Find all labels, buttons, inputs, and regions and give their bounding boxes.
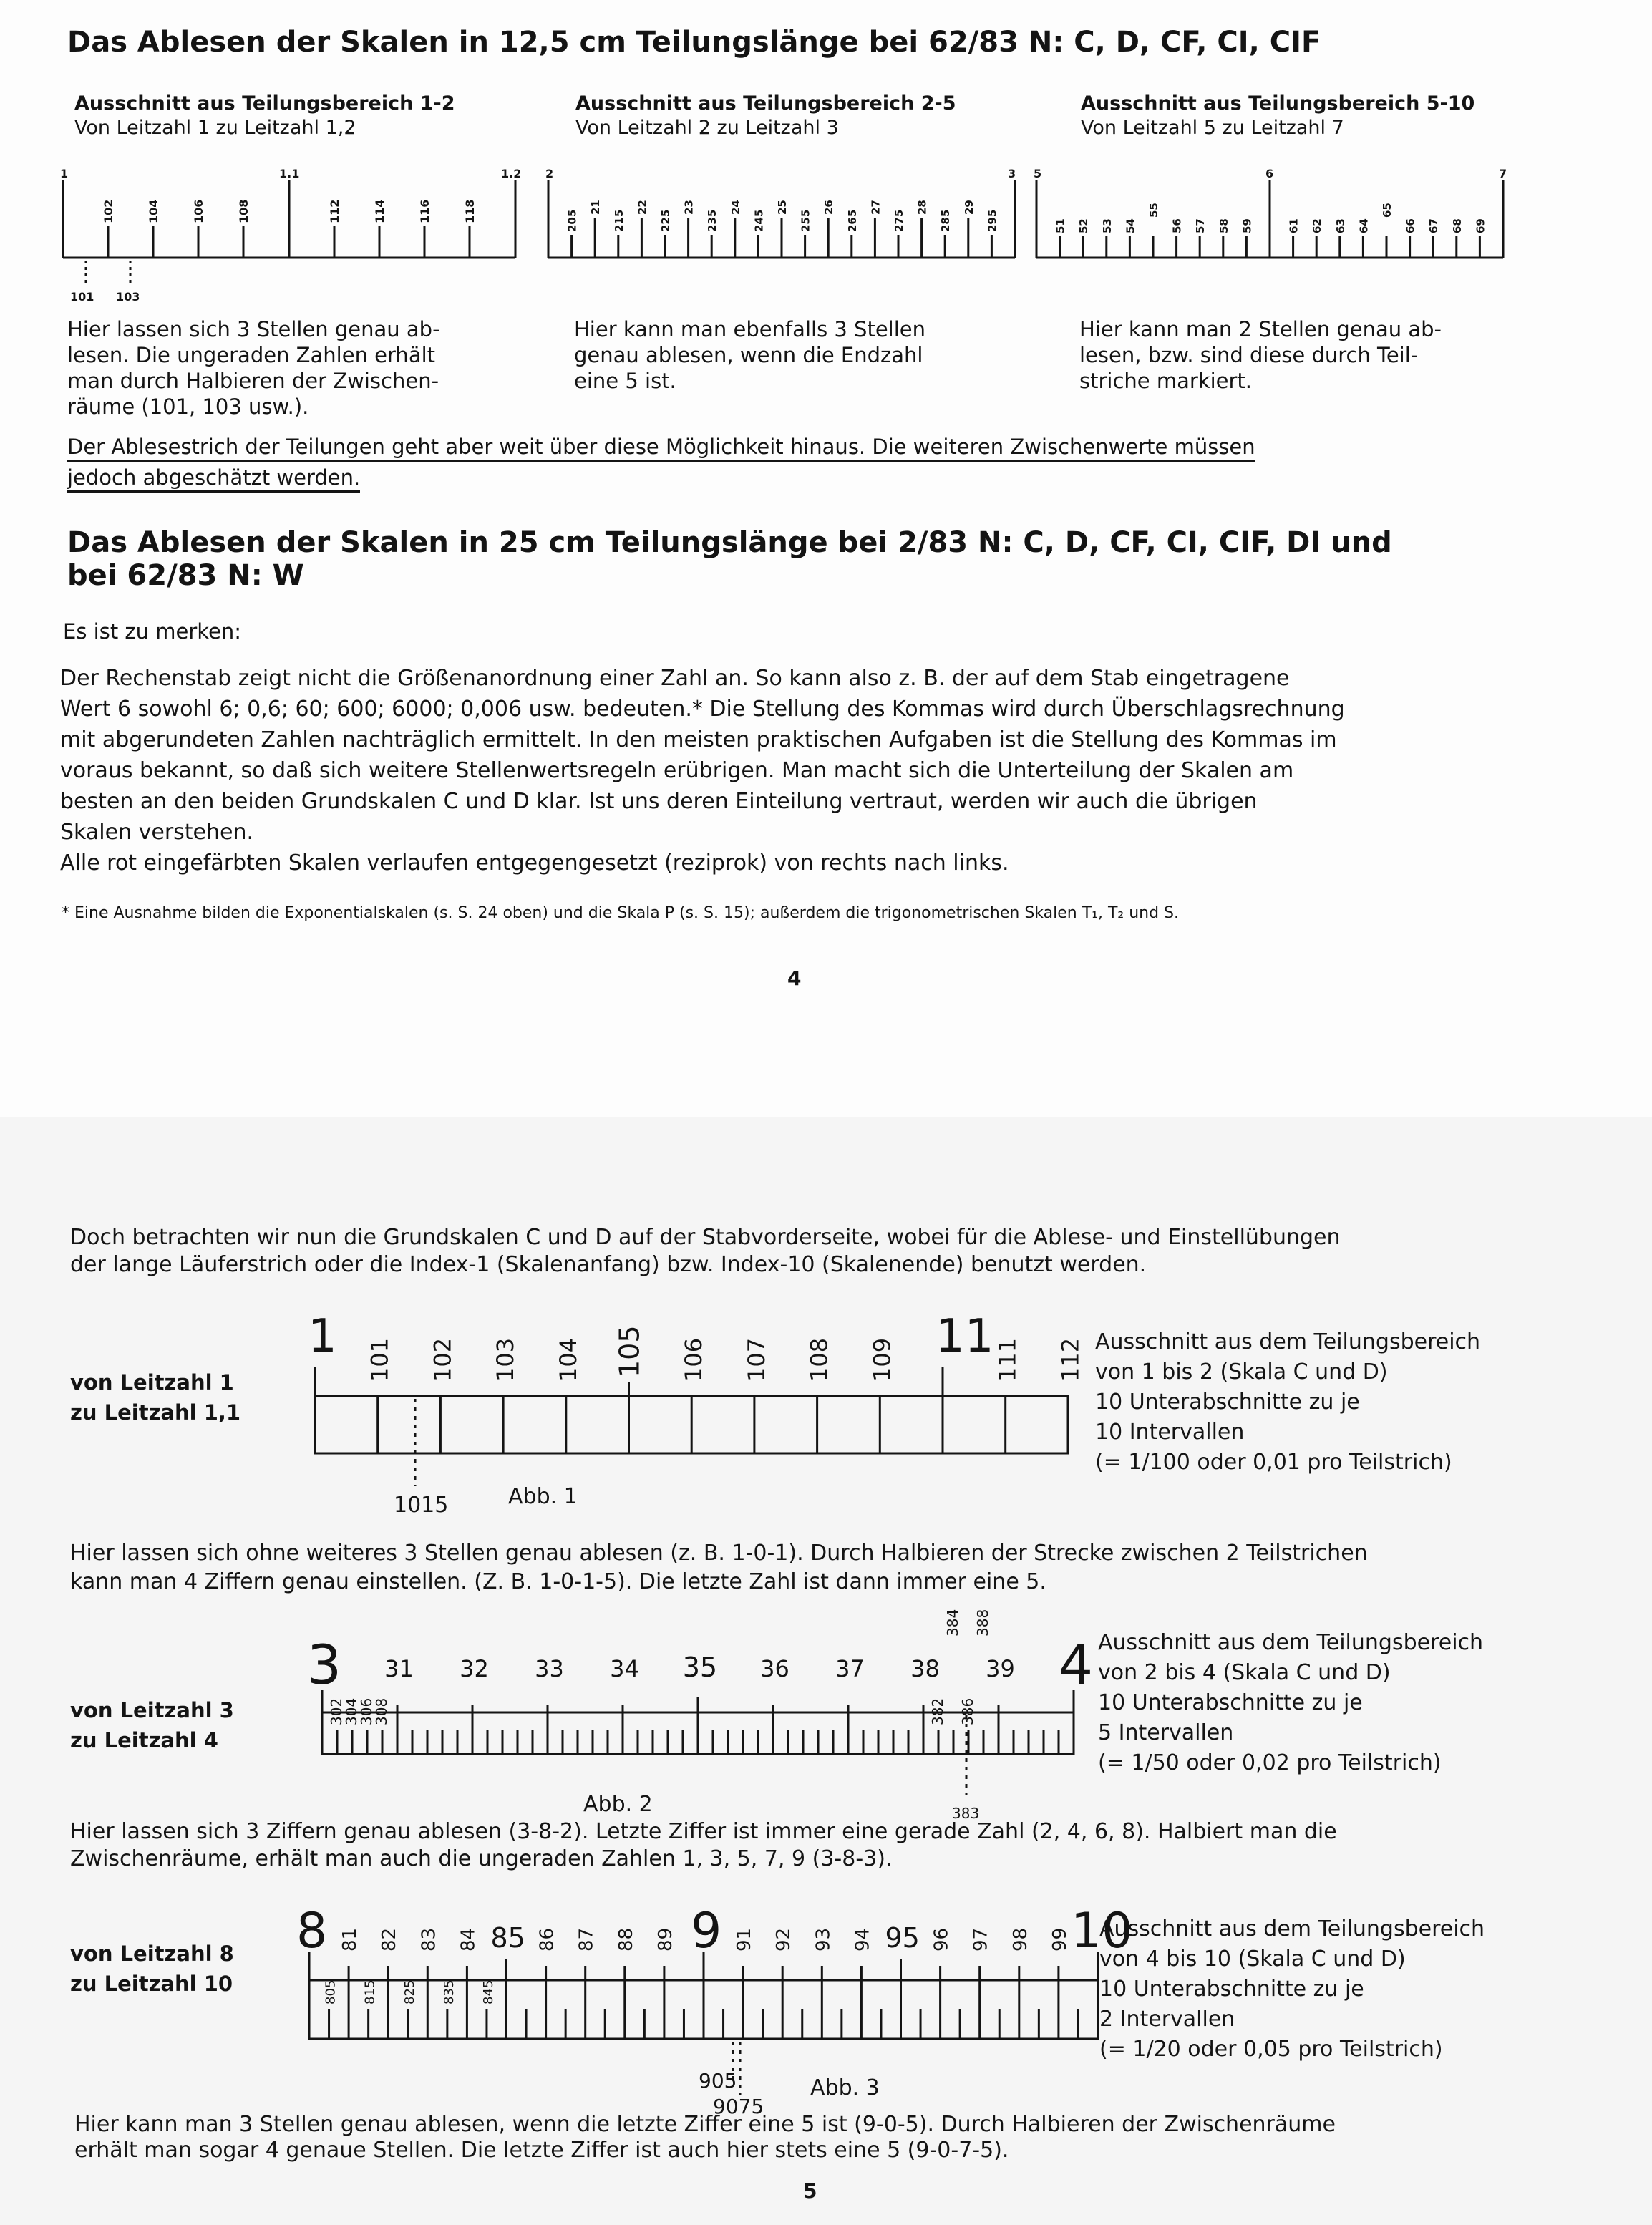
- page-title: Das Ablesen der Skalen in 12,5 cm Teilungslänge bei 62/83 N: C, D, CF, CI, CIF: [67, 26, 1321, 59]
- paragraph-line: Wert 6 sowohl 6; 0,6; 60; 600; 6000; 0,006 usw. bedeuten.* Die Stellung des Kommas wird durch Überschlagsrechnung: [60, 697, 1345, 722]
- description-line: 10 Unterabschnitte zu je: [1099, 1977, 1364, 2002]
- description-line: 10 Intervallen: [1095, 1420, 1245, 1445]
- tick-label: 825: [402, 1979, 417, 2005]
- note-line: Hier kann man ebenfalls 3 Stellen: [574, 317, 926, 341]
- column-subheading: Von Leitzahl 1 zu Leitzahl 1,2: [74, 117, 356, 139]
- tick-label: 308: [373, 1697, 390, 1725]
- tick-label: 67: [1427, 218, 1441, 233]
- note-line: Hier kann man 2 Stellen genau ab-: [1079, 317, 1442, 341]
- column-subheading: Von Leitzahl 2 zu Leitzahl 3: [575, 117, 839, 139]
- minor-label: 112: [328, 199, 341, 223]
- tick-label: 61: [1287, 218, 1301, 233]
- tick-label: 105: [613, 1325, 646, 1377]
- tick-label: 3: [306, 1633, 342, 1697]
- tick-label: 245: [752, 209, 766, 232]
- tick-label: 89: [654, 1927, 676, 1952]
- tick-label: 59: [1240, 218, 1254, 233]
- below-label: 103: [116, 290, 140, 304]
- note-line: striche markiert.: [1079, 369, 1252, 393]
- note-line: lesen. Die ungeraden Zahlen erhält: [67, 343, 436, 367]
- tick-label: 21: [589, 200, 603, 215]
- tick-label: 56: [1170, 218, 1184, 233]
- tick-label: 106: [680, 1337, 708, 1382]
- tick-label: 68: [1450, 218, 1464, 233]
- paragraph-line: besten an den beiden Grundskalen C und D klar. Ist uns deren Einteilung vertraut, werden wir auch die übrigen: [60, 789, 1258, 814]
- description-line: von 1 bis 2 (Skala C und D): [1095, 1359, 1388, 1385]
- tick-label: 93: [812, 1927, 835, 1952]
- paragraph-line: Skalen verstehen.: [60, 820, 254, 845]
- tick-label: 95: [885, 1922, 920, 1954]
- tick-label: 805: [323, 1979, 339, 2005]
- tick-label: 54: [1124, 218, 1137, 233]
- description-line: Ausschnitt aus dem Teilungsbereich: [1095, 1329, 1481, 1354]
- figure-2-label: [70, 1695, 234, 1755]
- tick-label: 35: [682, 1652, 718, 1683]
- tick-label: 295: [986, 209, 999, 232]
- scale-5-7-figure: [1031, 165, 1517, 265]
- note-line: räume (101, 103 usw.).: [67, 394, 309, 419]
- description-line: von 4 bis 10 (Skala C und D): [1099, 1947, 1406, 1972]
- figure-2-description: [1098, 1628, 1642, 1778]
- tick-label: 255: [799, 209, 812, 232]
- note-line: lesen, bzw. sind diese durch Teil-: [1079, 343, 1419, 367]
- page-number: 4: [787, 966, 802, 990]
- scale-1-2-figure: [57, 165, 530, 308]
- body-paragraph: [60, 663, 1599, 878]
- figure-3-scale: [296, 1880, 1133, 2123]
- tick-label: 845: [480, 1979, 496, 2005]
- description-line: Ausschnitt aus dem Teilungsbereich: [1098, 1630, 1484, 1655]
- figure-1-description: [1095, 1327, 1639, 1478]
- minor-label: 114: [373, 199, 387, 223]
- tick-label: 62: [1311, 218, 1324, 233]
- tick-label: 306: [358, 1697, 375, 1725]
- tick-label: 215: [612, 209, 626, 232]
- tick-label: 24: [729, 200, 742, 215]
- major-label: 1.1: [279, 167, 300, 180]
- text-line: kann man 4 Ziffern genau einstellen. (Z. B. 1-0-1-5). Die letzte Zahl ist dann immer eine 5.: [70, 1569, 1046, 1594]
- scale-2-3-figure: [543, 165, 1029, 265]
- tick-label: 92: [773, 1927, 795, 1952]
- tick-label: 69: [1474, 218, 1487, 233]
- tick-label: 109: [868, 1337, 896, 1382]
- tick-label: 205: [565, 209, 579, 232]
- tick-label: 25: [776, 200, 789, 215]
- tick-label: 88: [615, 1927, 637, 1952]
- tick-label: 58: [1217, 218, 1230, 233]
- major-label: 6: [1265, 167, 1274, 180]
- column-3-note: [1079, 316, 1595, 394]
- tick-label: 94: [852, 1927, 874, 1952]
- tick-label: 83: [418, 1927, 440, 1952]
- tick-label: 39: [986, 1655, 1015, 1682]
- section-title: [67, 525, 1392, 593]
- tick-label: 81: [339, 1927, 361, 1952]
- tick-label: 9: [691, 1903, 722, 1959]
- column-3: [1081, 92, 1582, 140]
- footnote: * Eine Ausnahme bilden die Exponentialskalen (s. S. 24 oben) und die Skala P (s. S. 15); außerdem die trigonometrischen Skalen T₁, T₂ und S.: [62, 904, 1180, 922]
- description-line: (= 1/50 oder 0,02 pro Teilstrich): [1098, 1750, 1442, 1775]
- column-heading: Ausschnitt aus Teilungsbereich 5-10: [1081, 92, 1475, 115]
- intro-line: der lange Läuferstrich oder die Index-1 (Skalenanfang) bzw. Index-10 (Skalenende) benutzt werden.: [70, 1252, 1147, 1277]
- text-line: Hier kann man 3 Stellen genau ablesen, wenn die letzte Ziffer eine 5 ist (9-0-5). Durch Halbieren der Zwischenräume: [74, 2112, 1336, 2137]
- label-line: von Leitzahl 8: [70, 1942, 234, 1966]
- paragraph-line: voraus bekannt, so daß sich weitere Stellenwertsregeln erübrigen. Man macht sich die Unterteilung der Skalen am: [60, 758, 1294, 783]
- tick-label: 265: [845, 209, 859, 232]
- tick-label: 382: [929, 1697, 946, 1725]
- summary-line: jedoch abgeschätzt werden.: [67, 465, 360, 493]
- intro-line: Doch betrachten wir nun die Grundskalen C und D auf der Stabvorderseite, wobei für die Ablese- und Einstellübungen: [70, 1225, 1341, 1250]
- tick-label: 386: [959, 1697, 976, 1725]
- tick-label: 96: [931, 1927, 953, 1952]
- tick-label: 26: [822, 200, 836, 215]
- major-label: 2: [545, 167, 554, 180]
- tick-label: 1: [308, 1310, 337, 1363]
- reading-label: 383: [952, 1805, 980, 1822]
- figure-3-description: [1099, 1914, 1643, 2065]
- tick-label: 275: [893, 209, 905, 232]
- minor-label: 116: [418, 199, 432, 223]
- paragraph-line: Der Rechenstab zeigt nicht die Größenanordnung einer Zahl an. So kann also z. B. der auf dem Stab eingetragene: [60, 666, 1290, 691]
- text-line: Hier lassen sich ohne weiteres 3 Stellen genau ablesen (z. B. 1-0-1). Durch Halbieren der Strecke zwischen 2 Teilstrichen: [70, 1541, 1368, 1566]
- major-label: 1: [60, 167, 69, 180]
- figure-1-scale: [301, 1303, 1095, 1518]
- tick-label: 64: [1357, 218, 1371, 233]
- tick-label: 82: [379, 1927, 401, 1952]
- minor-label: 106: [192, 199, 205, 223]
- description-line: von 2 bis 4 (Skala C und D): [1098, 1660, 1391, 1685]
- text-line: Hier lassen sich 3 Ziffern genau ablesen (3-8-2). Letzte Ziffer ist immer eine gerade Zahl (2, 4, 6, 8). Halbiert man die: [70, 1819, 1337, 1844]
- tick-label: 111: [993, 1337, 1021, 1382]
- tick-label: 103: [492, 1337, 520, 1382]
- tick-label: 285: [939, 209, 953, 232]
- tick-label: 8: [296, 1903, 328, 1959]
- figure-2-scale: [301, 1596, 1095, 1826]
- note-line: eine 5 ist.: [574, 369, 676, 393]
- description-line: 2 Intervallen: [1099, 2007, 1235, 2032]
- description-line: (= 1/100 oder 0,01 pro Teilstrich): [1095, 1450, 1452, 1475]
- tick-label: 22: [636, 200, 649, 215]
- label-line: zu Leitzahl 4: [70, 1728, 218, 1753]
- reading-label-2: 9075: [713, 2095, 764, 2118]
- description-line: 5 Intervallen: [1098, 1720, 1234, 1745]
- tick-label: 108: [805, 1337, 833, 1382]
- tick-label: 29: [962, 200, 976, 215]
- figure-caption: Abb. 3: [810, 2075, 880, 2100]
- tick-label: 10: [1071, 1903, 1133, 1959]
- tick-label: 65: [1381, 203, 1394, 218]
- section-title-line: Das Ablesen der Skalen in 25 cm Teilungslänge bei 2/83 N: C, D, CF, CI, CIF, DI und: [67, 526, 1392, 559]
- merken-label: Es ist zu merken:: [63, 619, 241, 644]
- tick-label: 34: [610, 1655, 639, 1682]
- tick-label: 32: [460, 1655, 489, 1682]
- figure-1-text: [70, 1539, 1631, 1596]
- major-label: 3: [1008, 167, 1016, 180]
- tick-label: 104: [554, 1337, 582, 1382]
- tick-label: 302: [328, 1697, 345, 1725]
- tick-label: 27: [869, 200, 883, 215]
- minor-label: 108: [237, 199, 251, 223]
- text-line: erhält man sogar 4 genaue Stellen. Die letzte Ziffer ist auch hier stets eine 5 (9-0-7-5).: [74, 2138, 1009, 2163]
- tick-label: 101: [366, 1337, 394, 1382]
- figure-caption: Abb. 1: [508, 1484, 578, 1509]
- tick-label: 304: [343, 1697, 360, 1725]
- tick-label: 4: [1058, 1633, 1094, 1697]
- note-line: Hier lassen sich 3 Stellen genau ab-: [67, 317, 440, 341]
- tick-label: 37: [835, 1655, 865, 1682]
- note-line: genau ablesen, wenn die Endzahl: [574, 343, 923, 367]
- tick-label: 99: [1049, 1927, 1071, 1952]
- description-line: Ausschnitt aus dem Teilungsbereich: [1099, 1916, 1485, 1942]
- page-5: [0, 1117, 1652, 2225]
- tick-label: 91: [734, 1927, 756, 1952]
- description-line: (= 1/20 oder 0,05 pro Teilstrich): [1099, 2037, 1443, 2062]
- section-title-line: bei 62/83 N: W: [67, 559, 304, 592]
- figure-1-label: [70, 1367, 240, 1427]
- tick-label: 388: [974, 1609, 991, 1637]
- column-heading: Ausschnitt aus Teilungsbereich 1-2: [74, 92, 455, 115]
- figure-3-text: [74, 2112, 1635, 2163]
- tick-label: 85: [490, 1922, 525, 1954]
- description-line: 10 Unterabschnitte zu je: [1098, 1690, 1363, 1715]
- intro: [70, 1224, 1609, 1279]
- reading-label: 1015: [394, 1493, 449, 1518]
- major-label: 5: [1034, 167, 1042, 180]
- minor-label: 118: [463, 199, 477, 223]
- figure-3-label: [70, 1939, 234, 1999]
- column-heading: Ausschnitt aus Teilungsbereich 2-5: [575, 92, 956, 115]
- tick-label: 63: [1333, 218, 1347, 233]
- label-line: zu Leitzahl 10: [70, 1972, 233, 1996]
- column-2: [575, 92, 1048, 140]
- tick-label: 33: [535, 1655, 564, 1682]
- tick-label: 107: [742, 1337, 770, 1382]
- tick-label: 84: [457, 1927, 480, 1952]
- description-line: 10 Unterabschnitte zu je: [1095, 1390, 1360, 1415]
- text-line: Zwischenräume, erhält man auch die ungeraden Zahlen 1, 3, 5, 7, 9 (3-8-3).: [70, 1846, 893, 1871]
- tick-label: 36: [760, 1655, 789, 1682]
- summary: [67, 434, 1513, 493]
- tick-label: 11: [936, 1310, 994, 1363]
- label-line: zu Leitzahl 1,1: [70, 1400, 241, 1425]
- tick-label: 112: [1056, 1337, 1084, 1382]
- reading-label: 905: [699, 2069, 737, 2093]
- label-line: von Leitzahl 1: [70, 1370, 234, 1395]
- note-line: man durch Halbieren der Zwischen-: [67, 369, 439, 393]
- minor-label: 102: [102, 199, 115, 223]
- paragraph-line: Alle rot eingefärbten Skalen verlaufen entgegengesetzt (reziprok) von rechts nach links.: [60, 850, 1009, 876]
- tick-label: 66: [1404, 218, 1417, 233]
- tick-label: 835: [441, 1979, 457, 2005]
- tick-label: 97: [970, 1927, 992, 1952]
- major-label: 7: [1499, 167, 1507, 180]
- tick-label: 38: [910, 1655, 940, 1682]
- paragraph-line: mit abgerundeten Zahlen nachträglich ermittelt. In den meisten praktischen Aufgaben ist die Stellung des Kommas im: [60, 727, 1337, 752]
- column-2-note: [574, 316, 1061, 394]
- column-1-note: [67, 316, 554, 420]
- label-line: von Leitzahl 3: [70, 1698, 234, 1722]
- tick-label: 53: [1100, 218, 1114, 233]
- tick-label: 52: [1077, 218, 1091, 233]
- figure-2-text: [70, 1818, 1631, 1873]
- tick-label: 98: [1009, 1927, 1031, 1952]
- page-number: 5: [803, 2179, 817, 2203]
- tick-label: 23: [682, 200, 696, 215]
- below-label: 101: [70, 290, 94, 304]
- tick-label: 55: [1147, 203, 1160, 218]
- tick-label: 102: [429, 1337, 457, 1382]
- major-label: 1.2: [501, 167, 522, 180]
- tick-label: 815: [362, 1979, 378, 2005]
- tick-label: 225: [659, 209, 672, 232]
- tick-label: 57: [1194, 218, 1208, 233]
- tick-label: 51: [1054, 218, 1067, 233]
- column-subheading: Von Leitzahl 5 zu Leitzahl 7: [1081, 117, 1344, 139]
- tick-label: 31: [384, 1655, 414, 1682]
- summary-line: Der Ablesestrich der Teilungen geht aber weit über diese Möglichkeit hinaus. Die weiteren Zwischenwerte müssen: [67, 434, 1255, 462]
- tick-label: 28: [915, 200, 929, 215]
- figure-caption: Abb. 2: [583, 1792, 653, 1817]
- minor-label: 104: [147, 199, 160, 223]
- tick-label: 235: [706, 209, 719, 232]
- tick-label: 87: [575, 1927, 598, 1952]
- column-1: [74, 92, 547, 140]
- tick-label: 86: [536, 1927, 558, 1952]
- tick-label: 384: [944, 1609, 961, 1637]
